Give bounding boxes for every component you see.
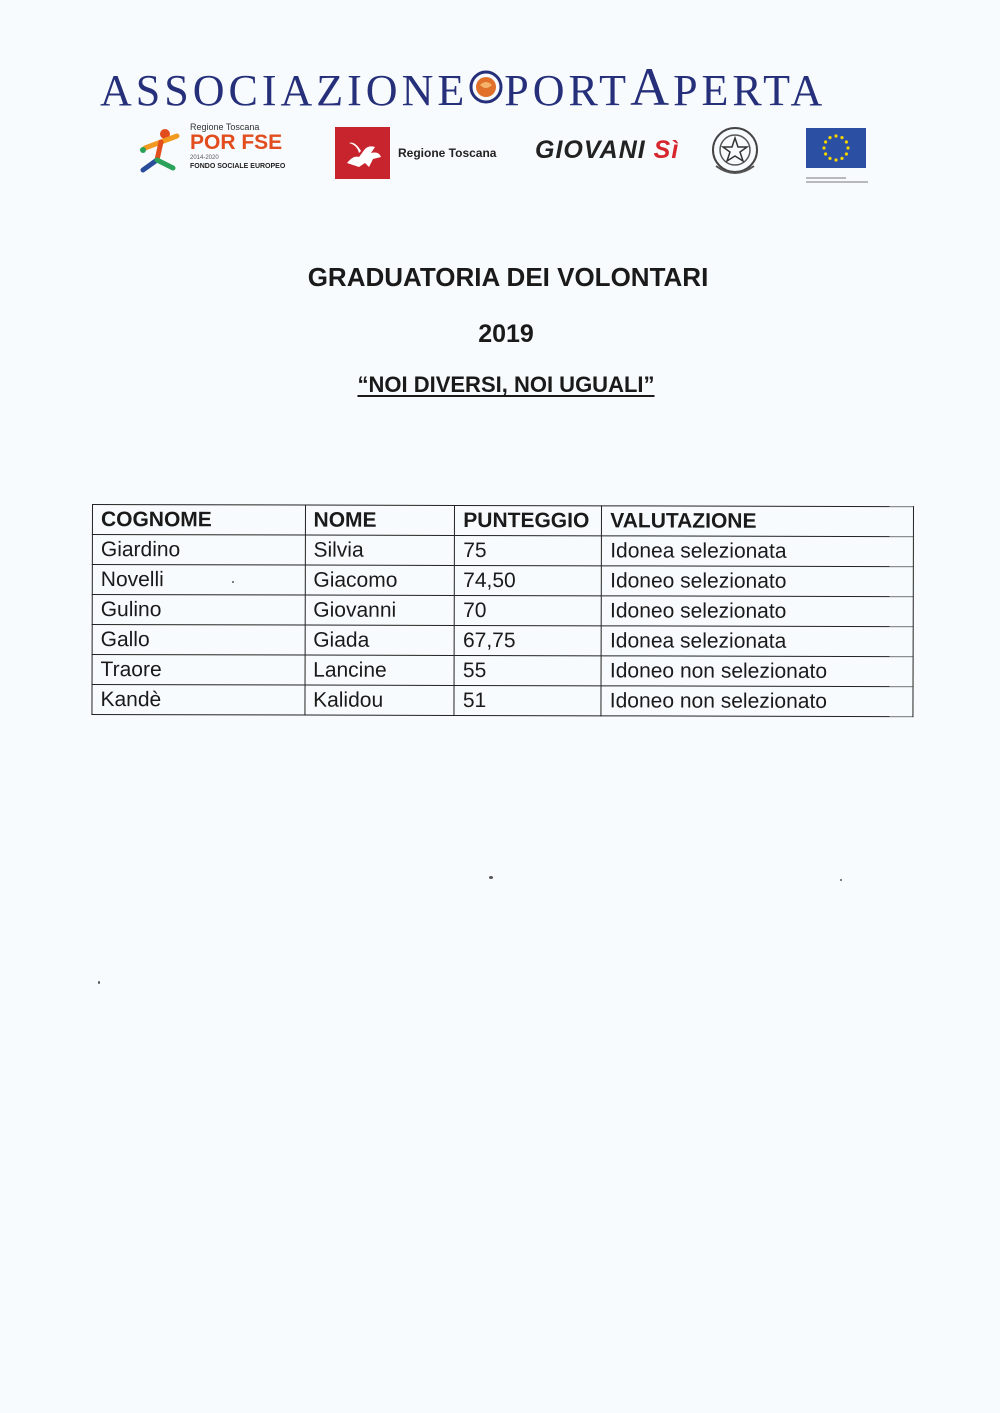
giovanisi-logo	[535, 136, 679, 165]
document-title: GRADUATORIA DEI VOLONTARI	[307, 262, 709, 292]
regione-toscana-logo	[335, 127, 520, 182]
scan-speck	[840, 879, 842, 881]
cell-valutazione: Idoneo selezionato	[602, 596, 914, 627]
cell-valutazione: Idonea selezionata	[602, 536, 914, 567]
scan-speck	[98, 981, 100, 984]
association-name-part1: ASSOCIAZIONE	[100, 66, 469, 115]
table-row	[92, 625, 913, 657]
association-name-part2: PORT	[504, 66, 631, 115]
volunteer-ranking-table	[91, 504, 914, 717]
cell-nome: Kalidou	[305, 685, 455, 715]
header-nome: NOME	[305, 505, 455, 535]
por-fse-years: 2014-2020	[190, 155, 219, 161]
cell-nome: Lancine	[305, 655, 455, 685]
project-title	[6, 372, 1000, 398]
table-row	[92, 535, 913, 567]
giovanisi-si-label: Sì	[653, 136, 680, 164]
cell-valutazione: Idoneo non selezionato	[601, 656, 913, 687]
cell-nome: Giovanni	[305, 595, 455, 625]
table-row	[92, 565, 913, 597]
cell-punteggio: 67,75	[454, 625, 601, 655]
por-fse-fund: FONDO SOCIALE EUROPEO	[190, 163, 286, 170]
eu-caption-lines	[806, 171, 868, 179]
cell-punteggio: 75	[455, 535, 602, 565]
header-punteggio: PUNTEGGIO	[455, 505, 602, 535]
cell-cognome: Novelli	[92, 565, 305, 596]
por-fse-figure-icon	[135, 126, 187, 178]
cell-valutazione: Idoneo selezionato	[602, 566, 914, 597]
cell-punteggio: 55	[454, 655, 601, 685]
por-fse-logo	[135, 122, 315, 182]
cell-cognome: Traore	[92, 655, 305, 686]
scan-speck	[232, 581, 234, 583]
giovanisi-label: GIOVANI	[535, 136, 646, 164]
document-year: 2019	[478, 320, 534, 348]
toscana-pegasus-icon	[335, 127, 390, 179]
cell-punteggio: 51	[454, 685, 601, 715]
association-name-part4: PERTA	[673, 66, 827, 115]
cell-nome: Silvia	[305, 535, 455, 565]
sponsor-logos	[130, 122, 880, 192]
por-fse-region: Regione Toscana	[190, 122, 260, 132]
table-row	[92, 655, 913, 687]
regione-toscana-label: Regione Toscana	[398, 146, 497, 160]
project-title-text: “NOI DIVERSI, NOI UGUALI”	[357, 372, 655, 397]
association-name-part3: A	[630, 57, 674, 117]
cell-nome: Giacomo	[305, 565, 455, 595]
por-fse-name: POR FSE	[190, 131, 283, 154]
cell-punteggio: 70	[455, 595, 602, 625]
table-header-row	[92, 505, 913, 537]
table-row	[92, 685, 913, 717]
cell-punteggio: 74,50	[455, 565, 602, 595]
association-header	[100, 57, 930, 120]
cell-cognome: Giardino	[92, 535, 305, 566]
cell-cognome: Gulino	[92, 595, 305, 626]
portaperta-logo-icon	[468, 66, 504, 116]
eu-flag-icon	[806, 128, 866, 168]
cell-cognome: Gallo	[92, 625, 305, 656]
header-cognome: COGNOME	[92, 505, 305, 536]
cell-valutazione: Idoneo non selezionato	[601, 686, 913, 717]
european-union-logo	[806, 128, 868, 182]
header-valutazione: VALUTAZIONE	[602, 506, 914, 537]
cell-valutazione: Idonea selezionata	[601, 626, 913, 657]
cell-cognome: Kandè	[92, 685, 305, 716]
table-row	[92, 595, 913, 627]
cell-nome: Giada	[305, 625, 455, 655]
italian-republic-emblem-icon	[708, 122, 763, 182]
scan-speck	[489, 876, 493, 879]
